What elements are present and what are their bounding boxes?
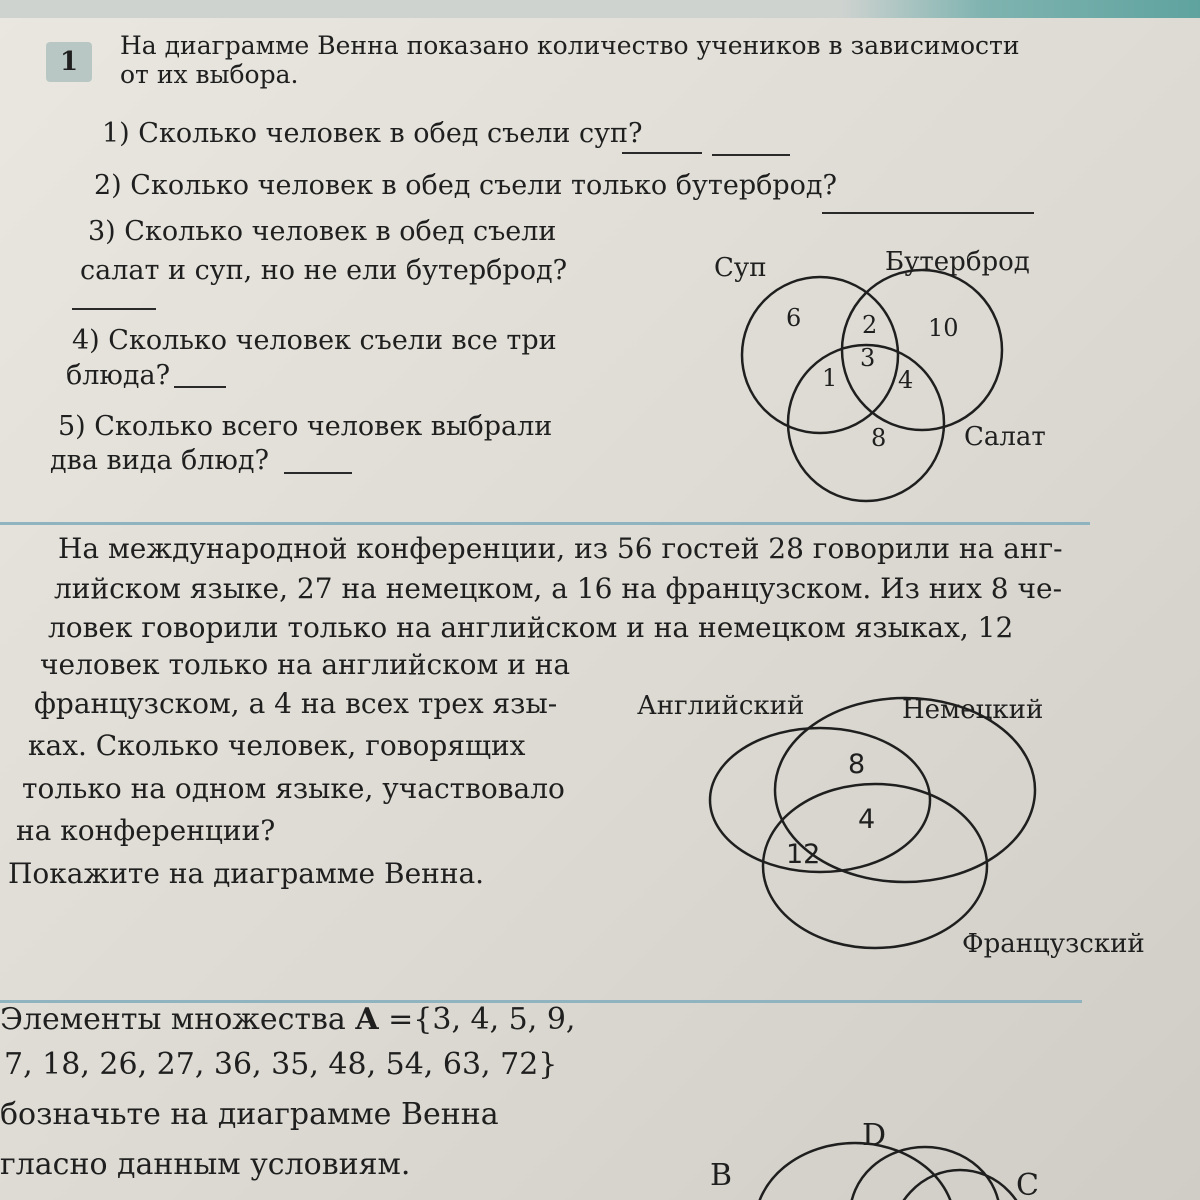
venn-label-b: B: [710, 1158, 733, 1193]
task2-line6: ках. Сколько человек, говорящих: [28, 729, 526, 762]
venn-label-german: Немецкий: [902, 695, 1044, 725]
task1-question-5-line2: два вида блюд?: [50, 445, 270, 476]
task1-intro-line2: от их выбора.: [120, 60, 299, 89]
venn-diagram-sets: [755, 1143, 1030, 1200]
venn-label-salad: Салат: [964, 422, 1046, 452]
venn-value-sandwich-salad: 4: [898, 366, 914, 394]
task1-intro-line1: На диаграмме Венна показано количество учеников в зависимости: [120, 31, 1020, 60]
task2-line8: на конференции?: [16, 814, 276, 847]
task1-question-4-line2: блюда?: [66, 360, 171, 391]
venn-value-sandwich-only: 10: [928, 314, 959, 342]
task2-line4: человек только на английском и на: [40, 648, 571, 681]
venn-value-soup-only: 6: [786, 304, 802, 332]
task1-question-1: 1) Сколько человек в обед съели суп?: [102, 118, 643, 149]
venn-value-english-german: 8: [848, 749, 866, 780]
venn-ellipse-d: [850, 1147, 1000, 1200]
task2-line1: На международной конференции, из 56 гостей 28 говорили на анг-: [58, 532, 1063, 565]
venn-value-soup-sandwich: 2: [862, 311, 878, 339]
task1-question-4-line1: 4) Сколько человек съели все три: [72, 325, 557, 356]
venn-value-salad-only: 8: [871, 424, 887, 452]
task3-line1-elements: ={3, 4, 5, 9,: [378, 1002, 576, 1037]
venn-ellipse-c: [890, 1170, 1030, 1200]
venn-label-soup: Суп: [714, 253, 767, 283]
task2-line7: только на одном языке, участвовало: [22, 772, 565, 805]
task2-line5: французском, а 4 на всех трех язы-: [34, 687, 558, 720]
task2-line2: лийском языке, 27 на немецком, а 16 на французском. Из них 8 че-: [54, 572, 1063, 605]
venn-value-soup-salad: 1: [822, 364, 838, 392]
venn-diagram-lunch: [742, 270, 1002, 501]
task1-question-3-line1: 3) Сколько человек в обед съели: [88, 216, 557, 247]
task1-question-2: 2) Сколько человек в обед съели только бутерброд?: [94, 170, 838, 201]
venn-value-all-languages: 4: [858, 804, 876, 835]
venn-value-all-three: 3: [860, 344, 876, 372]
task3-line1-prefix: Элементы множества: [0, 1002, 356, 1037]
task3-line4: гласно данным условиям.: [0, 1147, 411, 1182]
task2-line9: Покажите на диаграмме Венна.: [8, 857, 485, 890]
task1-question-3-line2: салат и суп, но не ели бутерброд?: [80, 255, 568, 286]
task2-line3: ловек говорили только на английском и на немецком языках, 12: [48, 611, 1014, 644]
venn-value-english-french: 12: [786, 839, 821, 870]
task3-line2: 7, 18, 26, 27, 36, 35, 48, 54, 63, 72}: [4, 1047, 558, 1082]
task3-line3: бозначьте на диаграмме Венна: [0, 1097, 499, 1132]
task-number-badge: 1: [46, 42, 92, 82]
task3-set-name: A: [355, 1002, 379, 1037]
venn-label-d: D: [862, 1118, 887, 1153]
venn-label-english: Английский: [637, 691, 805, 721]
venn-label-french: Французский: [962, 929, 1145, 959]
task1-question-5-line1: 5) Сколько всего человек выбрали: [58, 411, 553, 442]
venn-label-sandwich: Бутерброд: [885, 247, 1030, 277]
venn-label-c: C: [1016, 1168, 1039, 1200]
